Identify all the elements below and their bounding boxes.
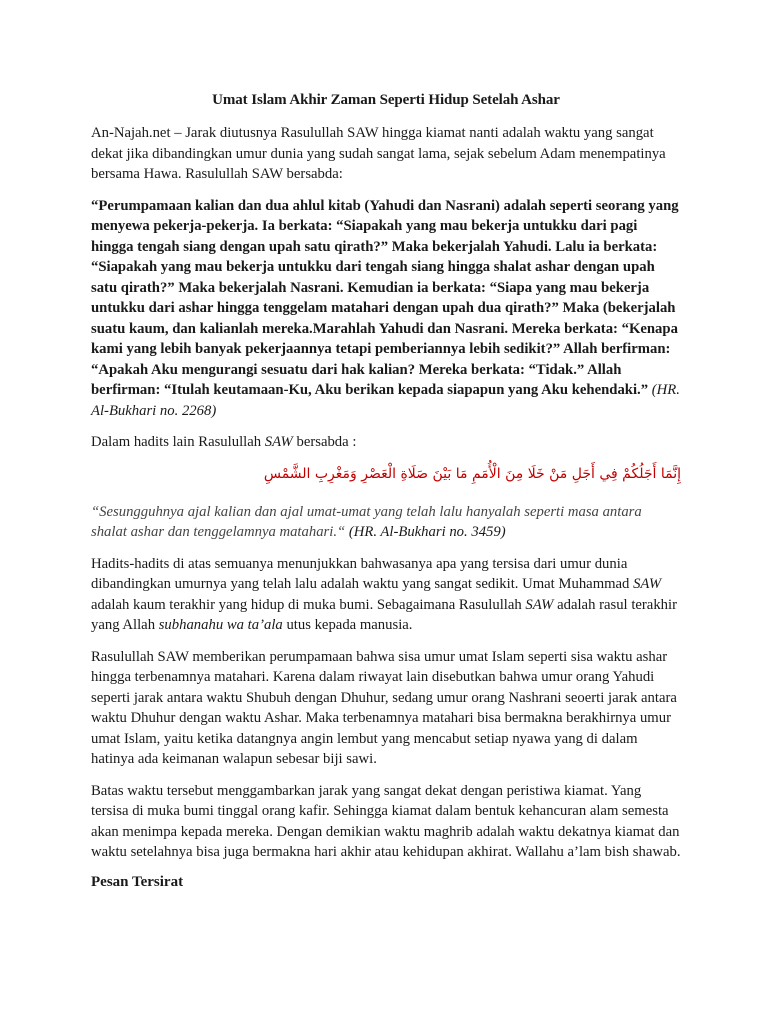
paragraph-4: Rasulullah SAW memberikan perumpamaan bahwa sisa umur umat Islam seperti sisa waktu ashar hingga terbenamnya matahari. Karena dalam riwayat lain disebutkan bahwa umur orang Yahudi seperti jarak antara waktu Shubuh dengan Dhuhur, sedang umur orang Nashrani seoerti jarak antara waktu Dhuhur dengan waktu Ashar. Maka terbenamnya matahari bisa bermakna berakhirnya umur umat Islam, yaitu ketika datangnya angin lembut yang mencabut setiap nyawa yang di dalam hatinya ada keimanan walapun sebesar biji sawi. <box>91 648 677 767</box>
paragraph-3-part-c: adalah rasul terakhir yang Allah <box>91 596 677 633</box>
translation-text: “Sesungguhnya ajal kalian dan ajal umat-umat yang telah lalu hanyalah seperti masa antara shalat ashar dan tenggelamnya matahari.“ <box>91 503 642 540</box>
hadith2-saw: SAW <box>264 434 293 450</box>
translation-reference: (HR. Al-Bukhari no. 3459) <box>345 524 506 540</box>
paragraph-3-part-a: Hadits-hadits di atas semuanya menunjukkan bahwasanya apa yang tersisa dari umur dunia dibandingkan umurnya yang telah lalu adalah waktu yang sangat sedikit. Umat Muhammad <box>91 555 634 592</box>
article-title: Umat Islam Akhir Zaman Seperti Hidup Setelah Ashar <box>212 92 560 108</box>
paragraph-3-saw-1: SAW <box>633 576 662 592</box>
hadith2-intro-text: Dalam hadits lain Rasulullah <box>91 434 265 450</box>
section-heading: Pesan Tersirat <box>91 873 184 890</box>
paragraph-3-part-b: adalah kaum terakhir yang hidup di muka bumi. Sebagaimana Rasulullah <box>91 596 526 613</box>
translation-paragraph <box>91 502 681 543</box>
paragraph-5: Batas waktu tersebut menggambarkan jarak yang sangat dekat dengan peristiwa kiamat. Yang tersisa di muka bumi tinggal orang kafir. Sehingga kiamat dalam bentuk kehancuran alam semesta akan menimpa kepada mereka. Dengan demikian waktu maghrib adalah waktu dekatnya kiamat dan waktu setelahnya bisa juga bermakna hari akhir atau kehidupan akhirat. Wallahu a’lam bish shawab. <box>91 782 681 860</box>
hadith-quote-text: “Perumpamaan kalian dan dua ahlul kitab (Yahudi dan Nasrani) adalah seperti seorang yang menyewa pekerja-pekerja. Ia berkata: “Siapakah yang mau bekerja untukku dari pagi hingga tengah siang dengan upah satu qirath?” Maka bekerjalah Yahudi. Lalu ia berkata: “Siapakah yang mau bekerja untukku dari tengah siang hingga shalat ashar dengan upah satu qirath?” Maka bekerjalah Nasrani. Kemudian ia berkata: “Siapa yang mau bekerja untukku dari ashar hingga tenggelam matahari dengan upah dua qirath?” Maka (bekerjalah suatu kaum, dan kalianlah mereka.Marahlah Yahudi dan Nasrani. Mereka berkata: “Kenapa kami yang lebih banyak pekerjaannya tetapi pemberiannya lebih sedikit?” Allah berfirman: “Apakah Aku mengurangi sesuatu dari hak kalian? Mereka berkata: “Tidak.” Allah berfirman: “Itulah keutamaan-Ku, Aku berikan kepada siapapun yang Aku kehendaki.” <box>91 197 679 398</box>
hadith-quote-reference: (HR. Al-Bukhari no. 2268) <box>91 382 680 419</box>
paragraph-3-saw-2: SAW <box>525 596 554 613</box>
paragraph-3-part-d: utus kepada manusia. <box>282 617 413 633</box>
document-body <box>91 92 681 891</box>
intro-paragraph: An-Najah.net – Jarak diutusnya Rasulullah SAW hingga kiamat nanti adalah waktu yang sangat dekat jika dibandingkan umur dunia yang sudah sangat lama, sejak sebelum Adam menempatinya bersama Hawa. Rasulullah SAW bersabda: <box>91 125 666 182</box>
hadith-quote <box>91 196 681 422</box>
hadith2-intro <box>91 432 681 453</box>
paragraph-3-subhanahu: subhanahu wa ta’ala <box>158 617 283 633</box>
paragraph-3 <box>91 554 681 636</box>
hadith2-intro-end: bersabda : <box>292 434 357 450</box>
arabic-hadith-text: إِنَّمَا أَجَلُكُمْ فِي أَجَلِ مَنْ خَلَا مِنَ الْأُمَمِ مَا بَيْنَ صَلَاةِ الْعَصْرِ وَمَغْرِبِ الشَّمْسِ <box>263 465 681 482</box>
